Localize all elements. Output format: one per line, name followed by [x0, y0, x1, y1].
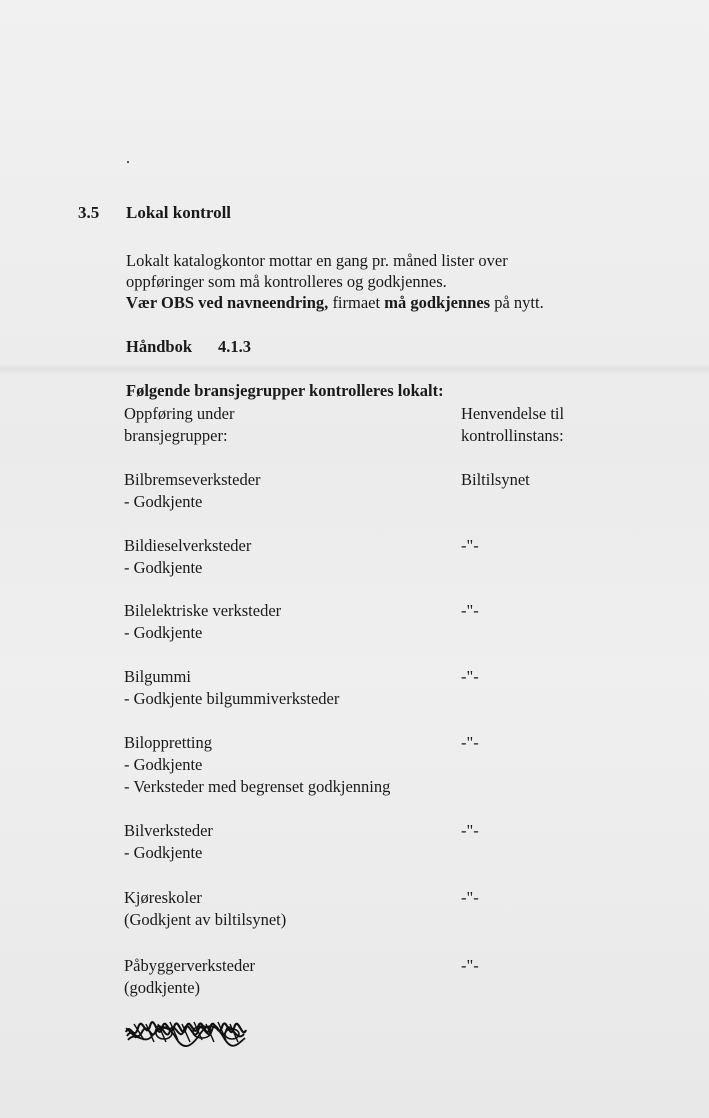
- group-subline: - Godkjente: [124, 492, 203, 511]
- intro-paragraph: [126, 250, 646, 313]
- group-name: Bilverksteder: [124, 821, 213, 840]
- approval-notice: må godkjennes: [384, 293, 491, 312]
- groups-heading: Følgende bransjegrupper kontrolleres lokalt:: [126, 381, 444, 400]
- group-row: [124, 820, 444, 864]
- group-name: Bilgummi: [124, 667, 191, 686]
- obs-tail: på nytt.: [490, 293, 544, 312]
- group-name: Bilbremseverksteder: [124, 470, 261, 489]
- group-name: Bildieselverksteder: [124, 536, 252, 555]
- left-header-line-1: Oppføring under: [124, 404, 235, 423]
- group-subline: (godkjente): [124, 978, 201, 997]
- group-subline: - Godkjente: [124, 558, 203, 577]
- handbook-ref: 4.1.3: [218, 337, 252, 356]
- group-subline: (Godkjent av biltilsynet): [124, 910, 287, 929]
- group-contact: -"-: [461, 601, 479, 620]
- group-name: Påbyggerverksteder: [124, 956, 256, 975]
- scribble-signature: [124, 1018, 249, 1048]
- group-row: [124, 732, 444, 798]
- intro-line-3: [126, 292, 646, 313]
- group-name: Biloppretting: [124, 733, 212, 752]
- group-contact: Biltilsynet: [461, 470, 530, 489]
- group-row: [124, 887, 444, 931]
- group-row: [124, 535, 444, 579]
- left-header-line-2: bransjegrupper:: [124, 426, 228, 445]
- group-subline: - Godkjente: [124, 843, 203, 862]
- obs-notice: Vær OBS ved navneendring,: [126, 293, 329, 312]
- intro-line-1: Lokalt katalogkontor mottar en gang pr. måned lister over: [126, 251, 508, 270]
- group-row: [124, 955, 444, 999]
- left-column-header: [124, 403, 444, 447]
- handbook-label: Håndbok: [126, 337, 193, 356]
- right-header-line-2: kontrollinstans:: [461, 426, 564, 445]
- group-name: Bilelektriske verksteder: [124, 601, 282, 620]
- group-row: [124, 600, 444, 644]
- intro-line-2: oppføringer som må kontrolleres og godkjennes.: [126, 272, 447, 291]
- handbook-reference: [126, 337, 251, 357]
- group-row: [124, 666, 444, 710]
- group-contact: -"-: [461, 733, 479, 752]
- group-subline: - Verksteder med begrenset godkjenning: [124, 777, 391, 796]
- paper-fold-shadow: [0, 364, 709, 374]
- group-name: Kjøreskoler: [124, 888, 202, 907]
- group-row: [124, 469, 444, 513]
- group-contact: -"-: [461, 956, 479, 975]
- section-title: Lokal kontroll: [126, 203, 232, 222]
- right-column-header: [461, 403, 691, 447]
- stray-dot: .: [126, 150, 130, 167]
- group-contact: -"-: [461, 536, 479, 555]
- group-subline: - Godkjente bilgummiverksteder: [124, 689, 340, 708]
- group-subline: - Godkjente: [124, 755, 203, 774]
- group-subline: - Godkjente: [124, 623, 203, 642]
- group-contact: -"-: [461, 667, 479, 686]
- group-contact: -"-: [461, 821, 479, 840]
- obs-text: firmaet: [328, 293, 385, 312]
- group-contact: -"-: [461, 888, 479, 907]
- right-header-line-1: Henvendelse til: [461, 404, 565, 423]
- section-number: 3.5: [78, 203, 100, 222]
